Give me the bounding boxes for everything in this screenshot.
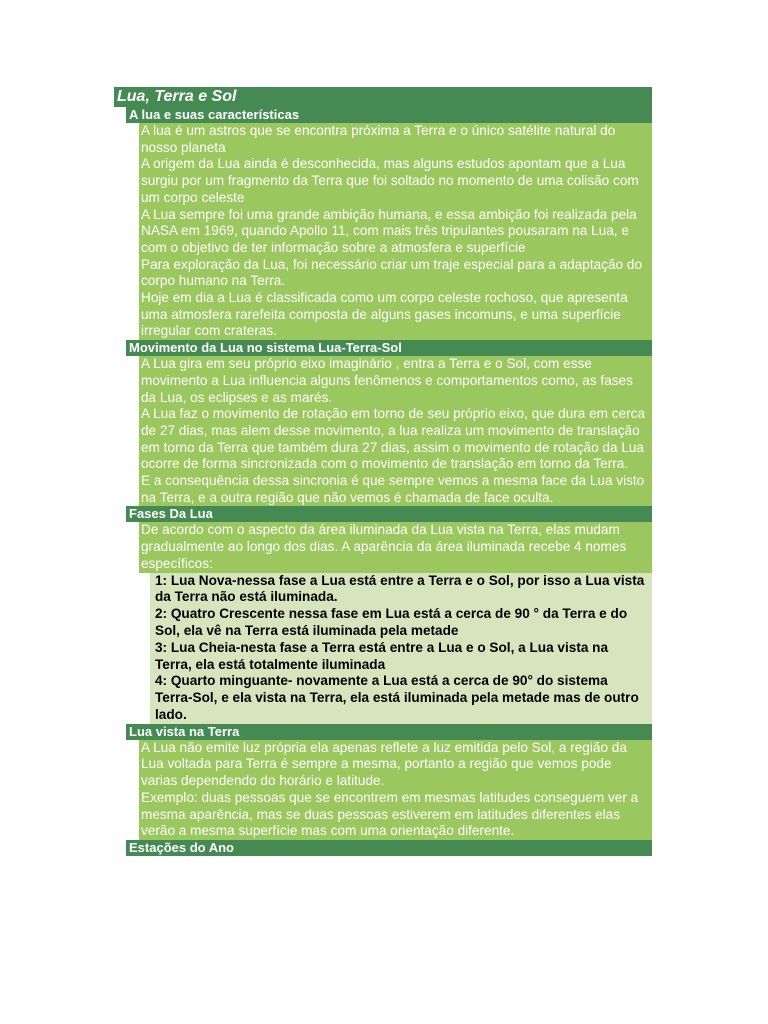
section-body bbox=[139, 123, 652, 340]
section-heading: Lua vista na Terra bbox=[126, 724, 652, 740]
page-title: Lua, Terra e Sol bbox=[114, 87, 652, 107]
paragraph: Hoje em dia a Lua é classificada como um corpo celeste rochoso, que apresenta uma atmosfera rarefeita composta de alguns gases incomuns, e uma superfície irregular com crateras. bbox=[141, 290, 628, 339]
paragraph: Para exploração da Lua, foi necessário criar um traje especial para a adaptação do corpo humano na Terra. bbox=[141, 256, 643, 289]
section-lua-vista bbox=[114, 724, 652, 840]
list-item: 1: Lua Nova-nessa fase a Lua está entre a Terra e o Sol, por isso a Lua vista da Terra não está iluminada. bbox=[155, 572, 645, 605]
section-heading: Estações do Ano bbox=[126, 840, 652, 856]
paragraph: De acordo com o aspecto da área iluminada da Lua vista na Terra, elas mudam gradualmente ao longo dos dias. A aparência da área iluminada recebe 4 nomes específicos: bbox=[141, 522, 627, 571]
paragraph: A Lua gira em seu próprio eixo imaginário , entra a Terra e o Sol, com esse movimento a Lua influencia alguns fenômenos e comportamentos como, as fases da Lua, os eclipses e as marés. bbox=[141, 356, 633, 405]
paragraph: A Lua sempre foi uma grande ambição humana, e essa ambição foi realizada pela NASA em 1969, quando Apollo 11, com mais três tripulantes pousaram na Lua, e com o objetivo de ter informação sobre a atmosfera e superfície bbox=[141, 206, 637, 255]
paragraph: Exemplo: duas pessoas que se encontrem em mesmas latitudes conseguem ver a mesma aparência, mas se duas pessoas estiverem em latitudes diferentes elas verão a mesma superfície mas com uma orientação diferente. bbox=[141, 789, 639, 839]
section-movimento bbox=[114, 340, 652, 506]
section-heading: A lua e suas características bbox=[126, 107, 652, 123]
section-body bbox=[139, 740, 652, 840]
list-item: 3: Lua Cheia-nesta fase a Terra está entre a Lua e o Sol, a Lua vista na Terra, ela está totalmente iluminada bbox=[155, 639, 609, 672]
section-caracteristicas bbox=[114, 107, 652, 340]
section-heading: Fases Da Lua bbox=[126, 506, 652, 522]
phase-list bbox=[150, 573, 652, 724]
section-heading: Movimento da Lua no sistema Lua-Terra-Sol bbox=[126, 340, 652, 356]
list-item: 4: Quarto minguante- novamente a Lua está a cerca de 90° do sistema Terra-Sol, e ela vista na Terra, ela está iluminada pela metade mas de outro lado. bbox=[155, 673, 639, 722]
list-item: 2: Quatro Crescente nessa fase em Lua está a cerca de 90 ° da Terra e do Sol, ela vê na Terra está iluminada pela metade bbox=[155, 606, 628, 638]
paragraph: A lua é um astros que se encontra próxima a Terra e o único satélite natural do nosso planeta bbox=[141, 123, 616, 155]
document-outline bbox=[114, 87, 652, 856]
section-body bbox=[139, 522, 652, 572]
section-body bbox=[139, 356, 652, 506]
paragraph: A Lua faz o movimento de rotação em torno de seu próprio eixo, que dura em cerca de 27 dias, mas alem desse movimento, a lua realiza um movimento de translação em torno da Terra que também dura 27 dias, assim o movimento de rotação da Lua ocorre de forma sincronizada com o movimento de translação em torno da Terra. bbox=[141, 406, 646, 472]
paragraph: A Lua não emite luz própria ela apenas reflete a luz emitida pelo Sol, a região da Lua voltada para Terra é sempre a mesma, portanto a região que vemos pode varias dependendo do horário e latitude. bbox=[141, 739, 627, 789]
paragraph: A origem da Lua ainda é desconhecida, mas alguns estudos apontam que a Lua surgiu por um fragmento da Terra que foi soltado no momento de uma colisão com um corpo celeste bbox=[141, 156, 639, 205]
section-estacoes bbox=[114, 840, 652, 856]
section-fases bbox=[114, 506, 652, 723]
paragraph: E a consequência dessa sincronia é que sempre vemos a mesma face da Lua visto na Terra, e a outra região que não vemos é chamada de face oculta. bbox=[141, 473, 645, 505]
